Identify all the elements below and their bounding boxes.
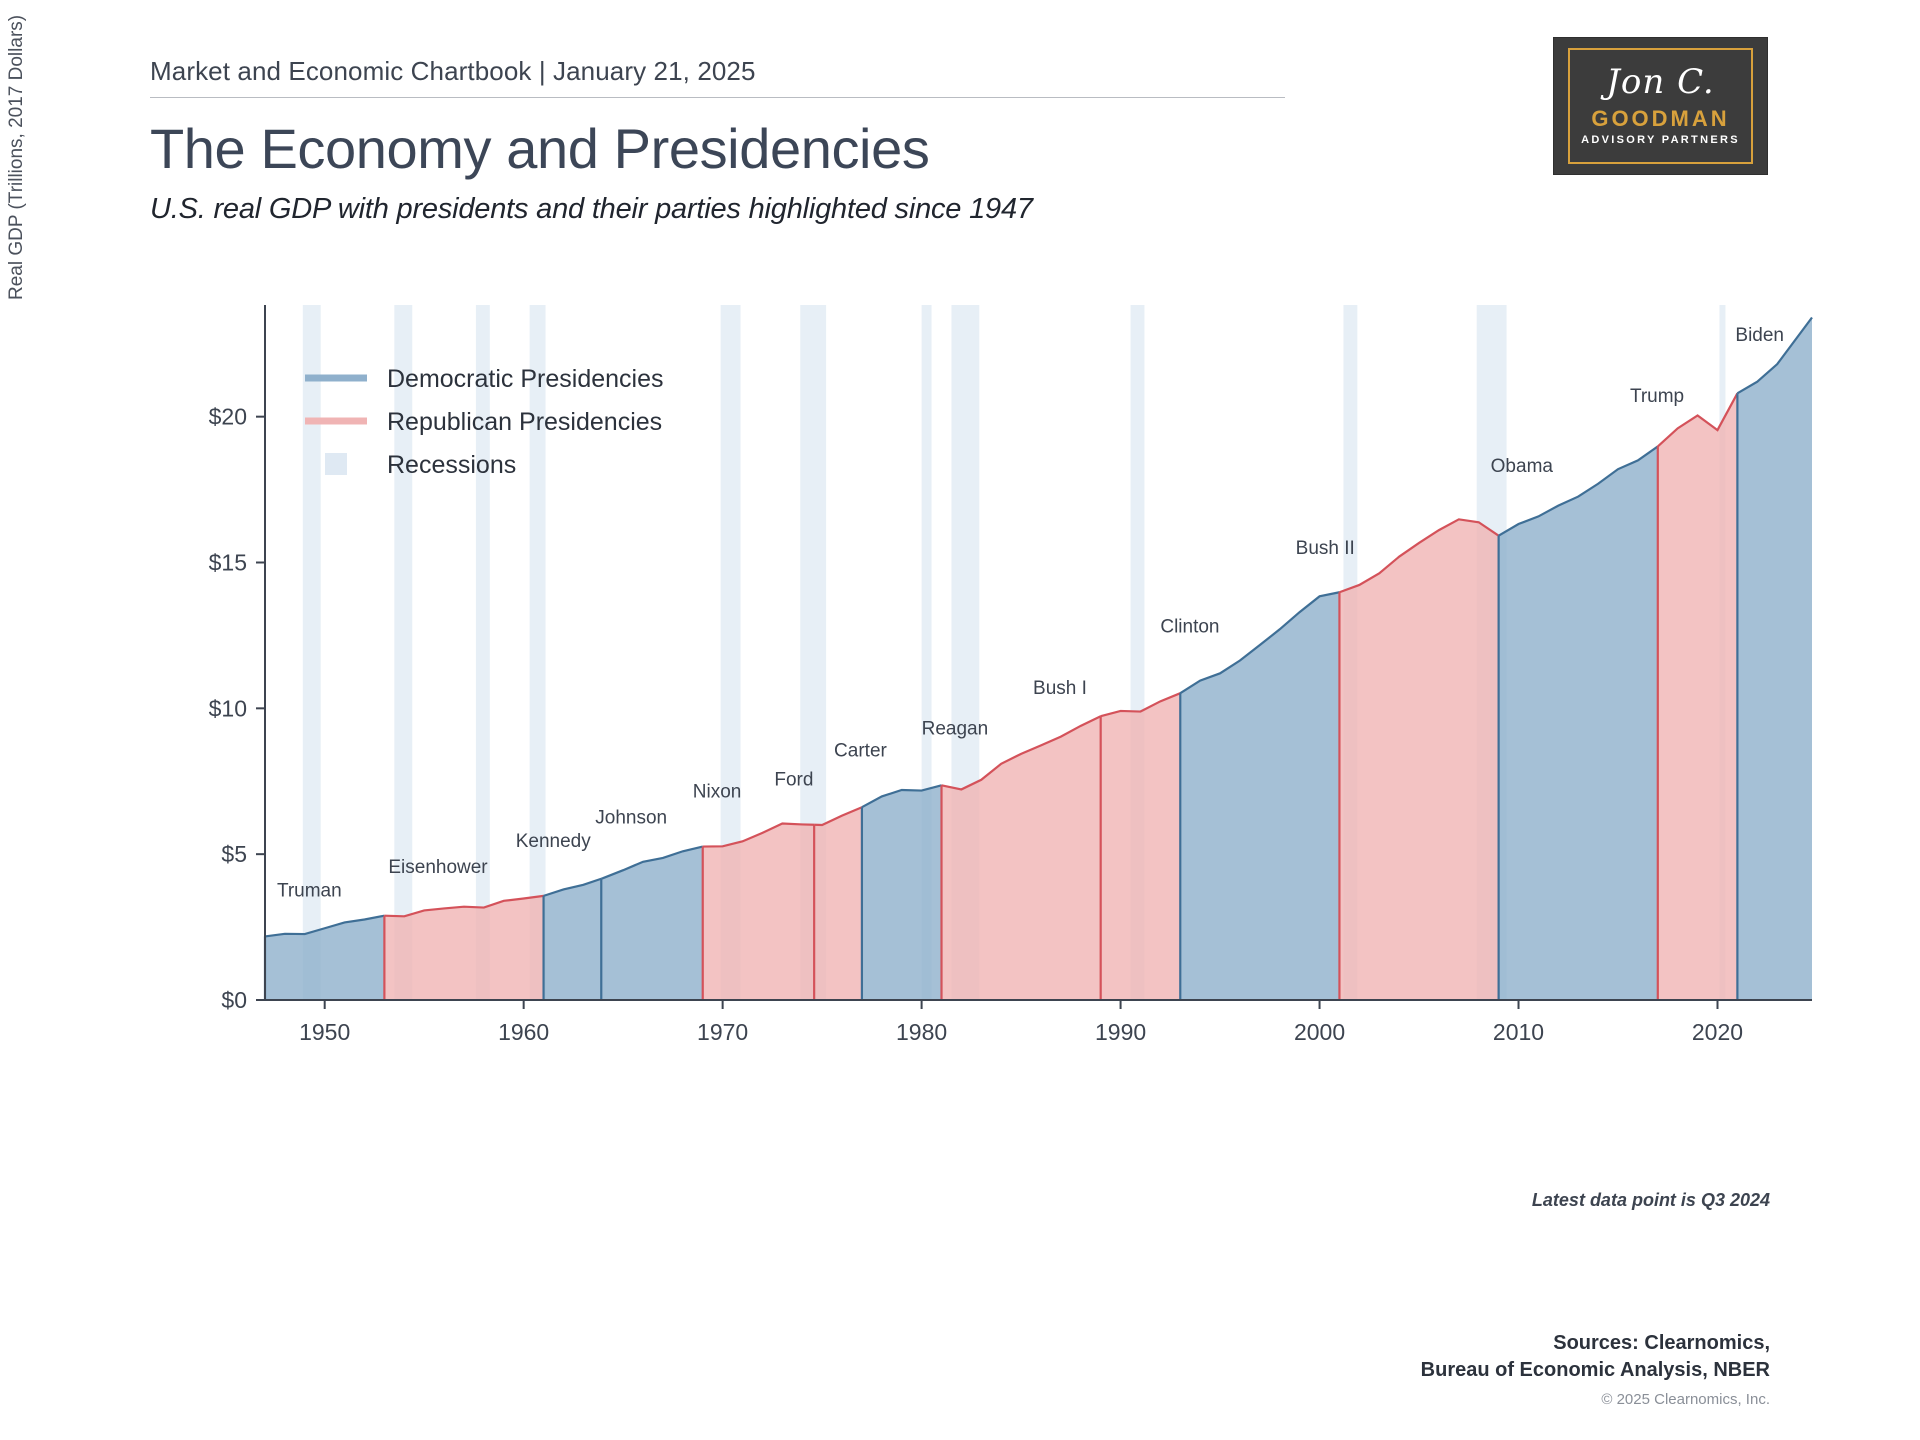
x-tick-label: 1990 — [1094, 1019, 1147, 1045]
president-label: Biden — [1735, 324, 1785, 346]
president-label: Clinton — [1160, 616, 1220, 638]
president-label: Trump — [1629, 386, 1685, 408]
logo-tagline: ADVISORY PARTNERS — [1581, 134, 1740, 146]
sources-note — [1421, 1330, 1770, 1384]
presidency-area — [1737, 318, 1812, 1001]
latest-data-note: Latest data point is Q3 2024 — [1531, 1190, 1770, 1210]
page-header — [150, 56, 1310, 226]
president-label: Nixon — [692, 781, 742, 803]
x-tick-label: 1960 — [498, 1019, 550, 1045]
legend-swatch — [325, 453, 347, 475]
copyright-note: © 2025 Clearnomics, Inc. — [1601, 1391, 1770, 1408]
chart-legend — [305, 365, 664, 479]
page-title: The Economy and Presidencies — [150, 117, 930, 180]
brand-logo — [1553, 37, 1768, 175]
president-label: Carter — [834, 740, 887, 762]
president-label: Reagan — [921, 718, 989, 740]
president-label: Obama — [1490, 456, 1553, 478]
sources-line-2: Bureau of Economic Analysis, NBER — [1420, 1359, 1770, 1381]
presidency-area — [1339, 519, 1498, 1000]
y-tick-label: $5 — [221, 841, 247, 868]
president-label: Bush II — [1295, 537, 1355, 559]
presidency-area — [1658, 393, 1738, 1000]
presidency-area — [703, 824, 814, 1000]
chart-svg — [110, 300, 1830, 1120]
logo-name: GOODMAN — [1591, 106, 1730, 131]
y-tick-label: $15 — [208, 549, 247, 576]
x-tick-label: 1950 — [299, 1019, 351, 1045]
presidency-area — [862, 785, 942, 1000]
legend-label: Democratic Presidencies — [387, 365, 664, 393]
presidency-area — [601, 847, 702, 1000]
presidency-area — [544, 879, 602, 1000]
x-tick-label: 2020 — [1691, 1019, 1744, 1045]
y-tick-label: $20 — [208, 403, 247, 430]
x-tick-label: 1980 — [896, 1019, 948, 1045]
president-label: Ford — [774, 769, 814, 791]
president-label: Bush I — [1033, 677, 1087, 699]
logo-signature: Jon C. — [1606, 62, 1715, 102]
presidency-area — [1101, 693, 1181, 1000]
presidency-area — [1499, 446, 1658, 1000]
presidency-area — [814, 807, 862, 1000]
y-tick-label: $0 — [221, 987, 247, 1013]
sources-line-1: Sources: Clearnomics, — [1553, 1332, 1770, 1354]
chartbook-kicker: Market and Economic Chartbook | January 21, 2025 — [150, 56, 1285, 98]
logo-frame — [1568, 48, 1753, 164]
y-tick-label: $10 — [208, 695, 247, 722]
legend-label: Recessions — [387, 451, 517, 479]
x-tick-label: 2000 — [1293, 1019, 1346, 1045]
x-tick-label: 1970 — [697, 1019, 749, 1045]
legend-label: Republican Presidencies — [387, 408, 663, 436]
president-label: Eisenhower — [388, 857, 488, 879]
presidency-area — [1180, 592, 1339, 1000]
president-label: Kennedy — [515, 830, 591, 852]
gdp-chart — [110, 300, 1830, 1120]
y-axis-title: Real GDP (Trillions, 2017 Dollars) — [6, 14, 27, 300]
president-label: Johnson — [595, 807, 668, 829]
president-label: Truman — [276, 880, 342, 902]
x-tick-label: 2010 — [1492, 1019, 1545, 1045]
page-subtitle: U.S. real GDP with presidents and their parties highlighted since 1947 — [150, 192, 1033, 225]
